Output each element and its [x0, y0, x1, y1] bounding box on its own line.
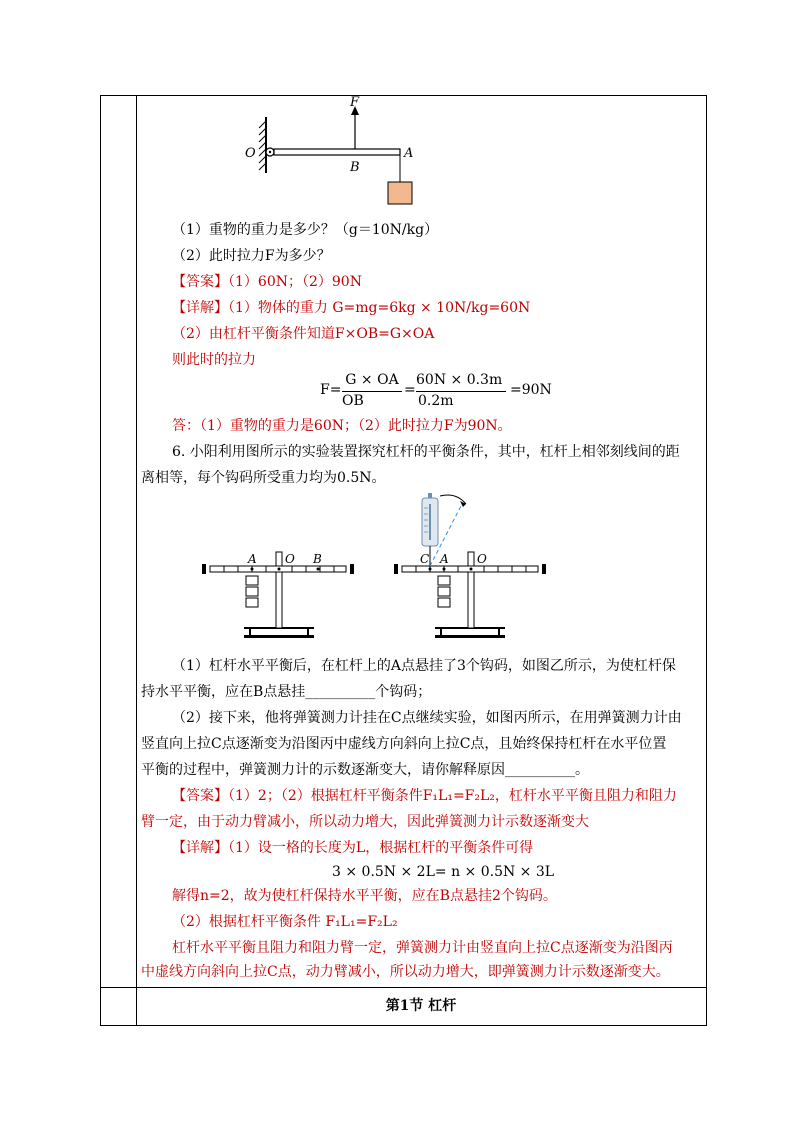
q5-sub2: （2）此时拉力F为多少？ — [172, 248, 331, 264]
formula-result: =90N — [510, 382, 552, 398]
q6-stem-1: 6. 小阳利用图所示的实验装置探究杠杆的平衡条件，其中，杠杆上相邻刻线间的距 — [172, 444, 680, 460]
q6-detail-1 — [172, 838, 533, 858]
label-right-O: O — [477, 552, 487, 566]
section-title: 第1节 杠杆 — [385, 998, 457, 1014]
formula-eq: = — [404, 382, 416, 398]
q6-detail-4: 杠杆水平平衡且阻力和阻力臂一定，弹簧测力计由竖直向上拉C点逐渐变为沿图丙 — [172, 940, 673, 956]
lever-figure-q5 — [240, 95, 440, 215]
q6-detail-5: 中虚线方向斜向上拉C点，动力臂减小，所以动力增大，即弹簧测力计示数逐渐变大。 — [141, 964, 670, 980]
detail-text: （1）物体的重力 G=mg=6kg × 10N/kg=60N — [228, 300, 531, 316]
q6-stem-2: 离相等，每个钩码所受重力均为0.5N。 — [141, 470, 386, 486]
formula-num1: G × OA — [345, 372, 399, 388]
answer-text: （1）2；（2）根据杠杆平衡条件F₁L₁=F₂L₂，杠杆水平平衡且阻力和阻力 — [228, 788, 677, 804]
table-border-left — [100, 95, 101, 1025]
q6-sub2-2: 竖直向上拉C点逐渐变为沿图丙中虚线方向斜向上拉C点，且始终保持杠杆在水平位置 — [141, 736, 667, 752]
table-border-inner — [136, 95, 137, 1025]
fraction-bar-1 — [342, 391, 402, 392]
answer-text: （1）60N；（2）90N — [228, 274, 362, 290]
detail-text: （1）设一格的长度为L，根据杠杆的平衡条件可得 — [228, 840, 534, 856]
q5-sub1: （1）重物的重力是多少？（g＝10N/kg） — [172, 222, 439, 238]
label-B: B — [350, 160, 360, 175]
formula-den1: OB — [342, 393, 364, 409]
label-right-A: A — [440, 552, 449, 566]
lever-figures-q6 — [190, 490, 560, 640]
detail-tag: 【详解】 — [172, 300, 228, 316]
q6-answer-2: 臂一定，由于动力臂减小，所以动力增大，因此弹簧测力计示数逐渐变大 — [141, 814, 589, 830]
label-left-B: B — [313, 552, 322, 566]
formula-den2: 0.2m — [418, 393, 454, 409]
q5-detail-1 — [172, 298, 530, 318]
q5-answer — [172, 272, 362, 292]
fraction-bar-2 — [416, 391, 506, 392]
q5-detail-3: 则此时的拉力 — [172, 352, 256, 368]
detail-tag: 【详解】 — [172, 840, 228, 856]
q5-detail-2: （2）由杠杆平衡条件知道F×OB=G×OA — [172, 326, 435, 342]
formula-num2: 60N × 0.3m — [416, 372, 503, 388]
q6-sub2-3: 平衡的过程中，弹簧测力计的示数逐渐变大，请你解释原因__________。 — [141, 762, 589, 778]
formula-lhs: F= — [320, 382, 342, 398]
label-F: F — [350, 95, 360, 110]
answer-tag: 【答案】 — [172, 788, 228, 804]
label-left-O: O — [285, 552, 295, 566]
table-border-bottom — [100, 1025, 707, 1026]
q6-detail-eq: 3 × 0.5N × 2L= n × 0.5N × 3L — [332, 864, 555, 880]
q5-conclusion: 答：（1）重物的重力是60N；（2）此时拉力F为90N。 — [172, 418, 512, 434]
label-O: O — [245, 146, 256, 161]
label-left-A: A — [248, 552, 257, 566]
q6-detail-2: 解得n=2，故为使杠杆保持水平平衡，应在B点悬挂2个钩码。 — [172, 888, 557, 904]
table-border-right — [706, 95, 707, 1025]
label-right-C: C — [420, 552, 430, 566]
q6-sub1-2: 持水平平衡，应在B点悬挂__________个钩码； — [141, 684, 432, 700]
q6-answer-1 — [172, 786, 677, 806]
table-row-divider — [100, 987, 707, 988]
answer-tag: 【答案】 — [172, 274, 228, 290]
q6-sub2-1: （2）接下来，他将弹簧测力计挂在C点继续实验，如图丙所示，在用弹簧测力计由 — [172, 710, 682, 726]
label-A: A — [404, 146, 414, 161]
q6-detail-3: （2）根据杠杆平衡条件 F₁L₁=F₂L₂ — [172, 914, 398, 930]
q6-sub1-1: （1）杠杆水平平衡后，在杠杆上的A点悬挂了3个钩码，如图乙所示，为使杠杆保 — [172, 658, 676, 674]
